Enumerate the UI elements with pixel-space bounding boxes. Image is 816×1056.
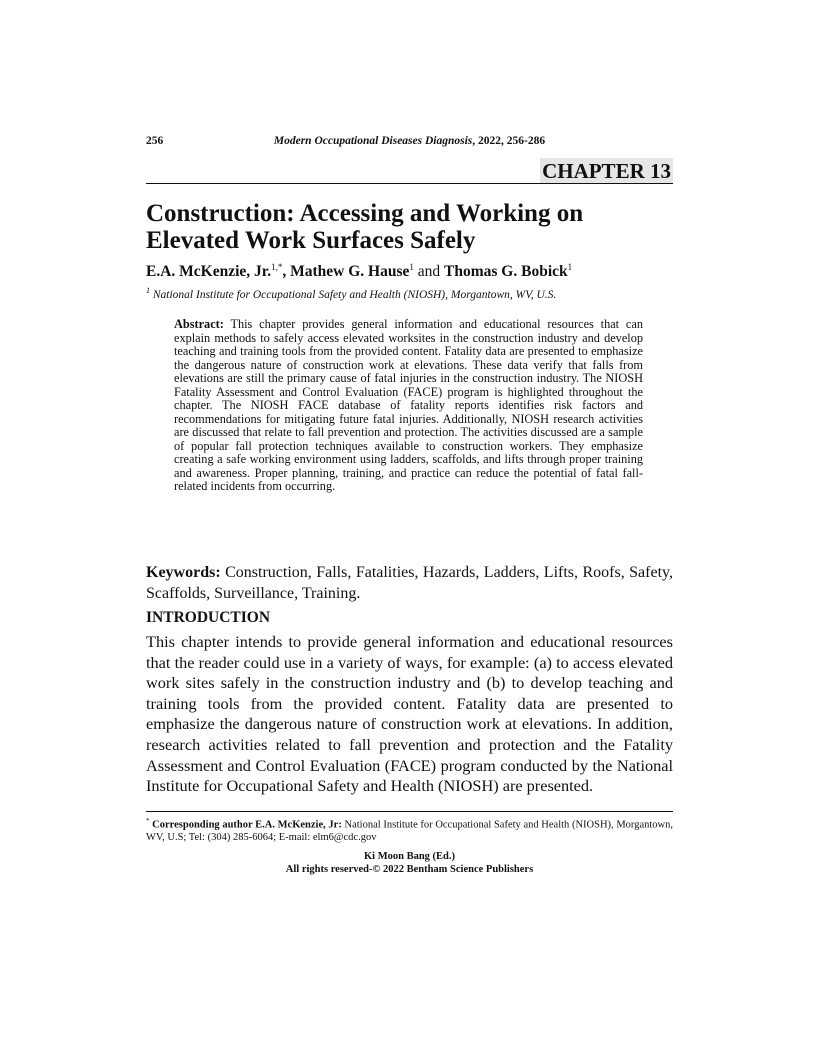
footnote xyxy=(146,815,673,845)
footnote-label: Corresponding author E.A. McKenzie, Jr: xyxy=(149,819,342,831)
abstract-label: Abstract: xyxy=(174,317,224,331)
journal-name: Modern Occupational Diseases Diagnosis xyxy=(273,135,473,147)
page-number: 256 xyxy=(146,135,164,147)
author-separator: and xyxy=(413,263,445,281)
header-rule xyxy=(146,183,673,184)
author-sup: 1,* xyxy=(271,262,283,272)
introduction-text: This chapter intends to provide general information and educational resources that the reader could use in a variety of ways, for example: (a) to access elevated work sites safely in the construction industry and (b) to develop teaching and training tools from the provided content. Fatality data are presented to emphasize the dangerous nature of construction work at elevations. In addition, research activities related to fall prevention and protection and the Fatality Assessment and Control Evaluation (FACE) program conducted by the National Institute for Occupational Safety and Health (NIOSH) are presented. xyxy=(146,632,673,796)
abstract xyxy=(174,318,643,494)
keywords-text: Construction, Falls, Fatalities, Hazards, Ladders, Lifts, Roofs, Safety, Scaffolds, Surveillance, Training. xyxy=(146,564,673,602)
author-name: E.A. McKenzie, Jr. xyxy=(146,263,272,281)
footnote-text: National Institute for Occupational Safety and Health (NIOSH), Morgantown, WV, U.S; Tel: (304) 285-6064; E-mail: elm6@cdc.gov xyxy=(146,819,673,843)
author-separator: , xyxy=(282,263,291,281)
chapter-label: CHAPTER 13 xyxy=(542,159,671,183)
publisher-footer xyxy=(146,850,673,876)
affiliation-text: National Institute for Occupational Safety and Health (NIOSH), Morgantown, WV, U.S. xyxy=(150,288,557,301)
footnote-sup: * xyxy=(146,817,150,825)
footnote-rule xyxy=(146,811,673,812)
affiliation-sup: 1 xyxy=(146,286,150,295)
page-title: Construction: Accessing and Working on Elevated Work Surfaces Safely xyxy=(146,200,584,254)
journal-citation xyxy=(146,135,673,147)
author-sup: 1 xyxy=(409,262,414,272)
keywords xyxy=(146,563,673,604)
journal-suffix: , 2022, 256-286 xyxy=(472,135,546,147)
abstract-text: This chapter provides general information and educational resources that can explain methods to safely access elevated worksites in the construction industry and develop teaching and training tools from the provided content. Fatality data are presented to emphasize the dangerous nature of construction work at elevations. These data verify that falls from elevations are still the primary cause of fatal injuries in the construction industry. The NIOSH Fatality Assessment and Control Evaluation (FACE) program is highlighted throughout the chapter. The NIOSH FACE database of fatality reports identifies risk factors and recommendations for mitigating future fatal injuries. Additionally, NIOSH research activities are discussed that relate to fall prevention and protection. The activities discussed are a sample of popular fall protection techniques available to construction workers. They emphasize creating a safe working environment using ladders, scaffolds, and lifts through proper training and awareness. Proper planning, training, and practice can reduce the potential of fatal fall-related incidents from occurring. xyxy=(174,317,643,493)
author-sup: 1 xyxy=(567,262,573,272)
introduction-heading: INTRODUCTION xyxy=(146,609,271,626)
affiliation xyxy=(146,286,556,301)
rights-line: All rights reserved-© 2022 Bentham Science Publishers xyxy=(285,864,534,875)
editor-line: Ki Moon Bang (Ed.) xyxy=(363,851,455,862)
author-list xyxy=(146,262,572,281)
keywords-label: Keywords: xyxy=(146,564,221,581)
author-name: Thomas G. Bobick xyxy=(444,263,568,281)
author-name: Mathew G. Hause xyxy=(290,263,410,281)
